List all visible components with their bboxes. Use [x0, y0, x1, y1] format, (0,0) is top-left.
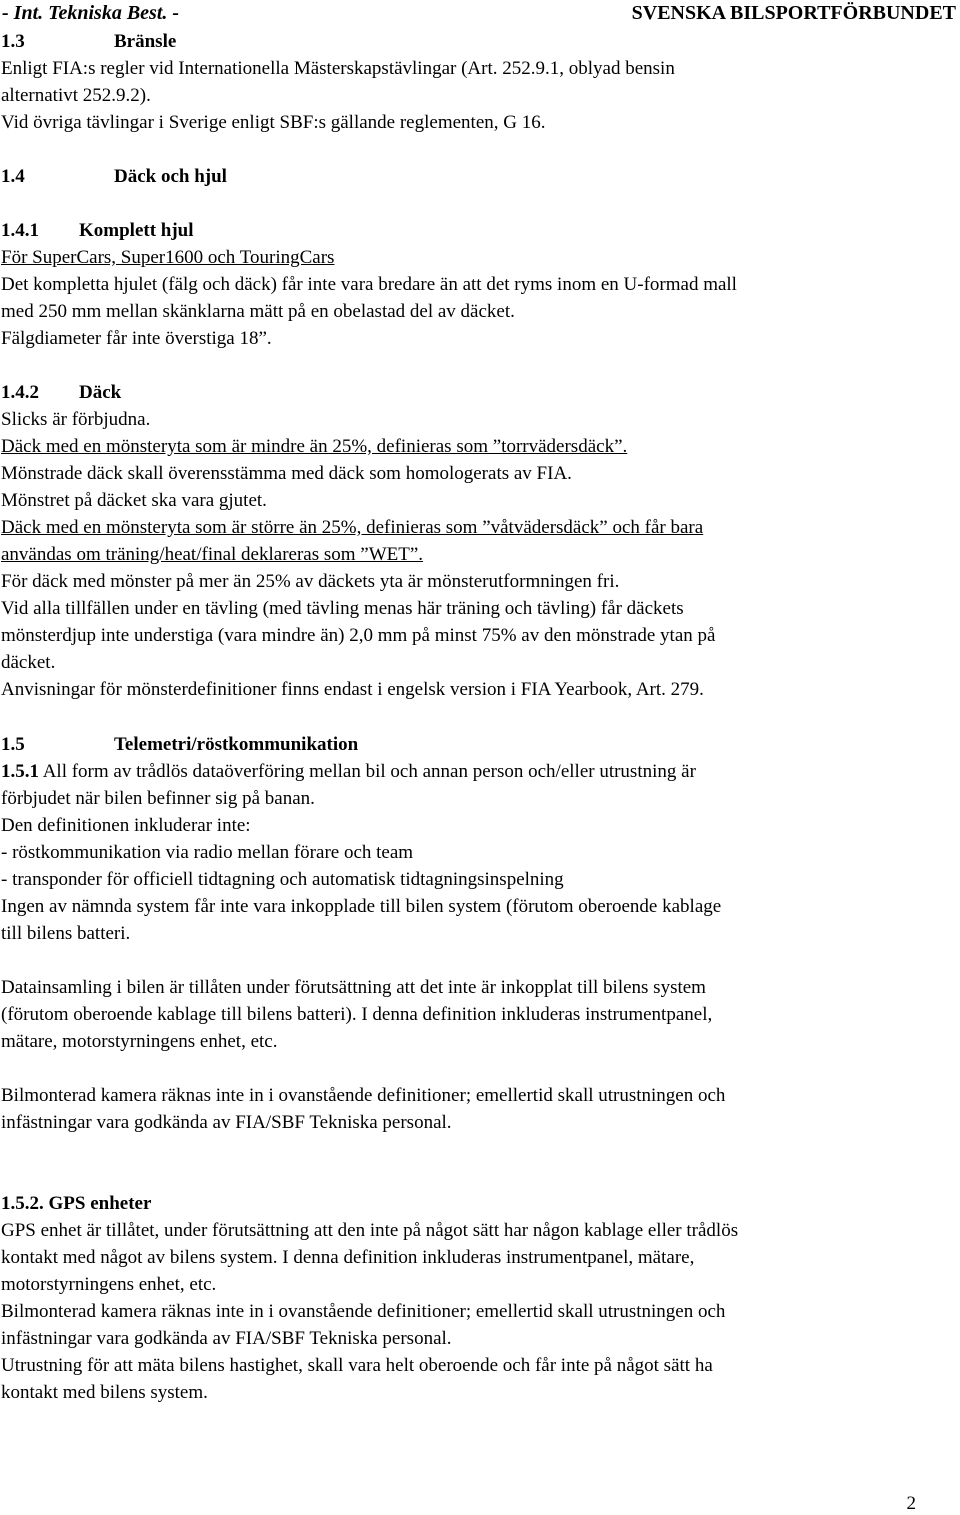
heading-number: 1.4: [1, 166, 25, 187]
paragraph-line: Den definitionen inkluderar inte:: [1, 815, 251, 836]
paragraph-line: GPS enhet är tillåtet, under förutsättning att den inte på något sätt har någon kablage eller trådlös: [1, 1220, 739, 1241]
paragraph-line: Utrustning för att mäta bilens hastighet, skall vara helt oberoende och får inte på något sätt ha: [1, 1355, 713, 1376]
paragraph-line: Ingen av nämnda system får inte vara inkopplade till bilen system (förutom oberoende kablage: [1, 896, 722, 917]
paragraph-line: Däck med en mönsteryta som är mindre än 25%, definieras som ”torrvädersdäck”.: [1, 436, 628, 457]
paragraph-line: till bilens batteri.: [1, 923, 131, 944]
page-header: [2, 2, 956, 28]
heading-title: Komplett hjul: [79, 220, 194, 241]
paragraph-line: Däck med en mönsteryta som är större än 25%, definieras som ”våtvädersdäck” och får bara: [1, 517, 704, 538]
paragraph-line: förbjudet när bilen befinner sig på banan.: [1, 788, 315, 809]
paragraph-line: (förutom oberoende kablage till bilens batteri). I denna definition inkluderas instrumentpanel,: [1, 1004, 713, 1025]
paragraph-line: Enligt FIA:s regler vid Internationella Mästerskapstävlingar (Art. 252.9.1, oblyad bensin: [1, 58, 675, 79]
heading-title: Däck: [79, 382, 122, 403]
paragraph-line: Bilmonterad kamera räknas inte in i ovanstående definitioner; emellertid skall utrustningen och: [1, 1085, 726, 1106]
paragraph-line: Vid alla tillfällen under en tävling (med tävling menas här träning och tävling) får däckets: [1, 598, 684, 619]
header-organization: SVENSKA BILSPORTFÖRBUNDET: [631, 2, 956, 24]
heading-title: Bränsle: [114, 31, 177, 52]
paragraph-line: Det kompletta hjulet (fälg och däck) får inte vara bredare än att det ryms inom en U-formad mall: [1, 274, 737, 295]
paragraph-line: Anvisningar för mönsterdefinitioner finns endast i engelsk version i FIA Yearbook, Art. 279.: [1, 679, 704, 700]
paragraph-line: motorstyrningens enhet, etc.: [1, 1274, 217, 1295]
paragraph-line: infästningar vara godkända av FIA/SBF Tekniska personal.: [1, 1112, 452, 1133]
heading-1-4-2: [1, 379, 121, 406]
paragraph-text: All form av trådlös dataöverföring mellan bil och annan person och/eller utrustning är: [42, 761, 696, 782]
heading-1-5-2: [1, 1190, 151, 1217]
heading-number: 1.4.1: [1, 220, 39, 241]
paragraph-line: kontakt med något av bilens system. I denna definition inkluderas instrumentpanel, mätare,: [1, 1247, 695, 1268]
paragraph-line: Bilmonterad kamera räknas inte in i ovanstående definitioner; emellertid skall utrustningen och: [1, 1301, 726, 1322]
heading-number: 1.4.2: [1, 382, 39, 403]
paragraph-line: mönsterdjup inte understiga (vara mindre än) 2,0 mm på minst 75% av den mönstrade ytan på: [1, 625, 716, 646]
paragraph-line: användas om träning/heat/final deklareras som ”WET”.: [1, 544, 424, 565]
paragraph-line: Datainsamling i bilen är tillåten under förutsättning att det inte är inkopplat till bilens system: [1, 977, 706, 998]
header-left-text: - Int. Tekniska Best. -: [2, 2, 180, 24]
heading-1-4-1: [1, 217, 194, 244]
paragraph-line: infästningar vara godkända av FIA/SBF Tekniska personal.: [1, 1328, 452, 1349]
page-number: 2: [906, 1493, 916, 1514]
heading-1-4: [1, 163, 227, 190]
paragraph-line: - röstkommunikation via radio mellan förare och team: [1, 842, 414, 863]
paragraph-line: För däck med mönster på mer än 25% av däckets yta är mönsterutformningen fri.: [1, 571, 620, 592]
heading-number: 1.5: [1, 734, 25, 755]
heading-title: Däck och hjul: [114, 166, 227, 187]
paragraph-line: - transponder för officiell tidtagning och automatisk tidtagningsinspelning: [1, 869, 564, 890]
paragraph-line: kontakt med bilens system.: [1, 1382, 208, 1403]
paragraph-line: mätare, motorstyrningens enhet, etc.: [1, 1031, 278, 1052]
heading-title: GPS enheter: [48, 1193, 152, 1214]
paragraph-line: Mönstret på däcket ska vara gjutet.: [1, 490, 267, 511]
paragraph-line: däcket.: [1, 652, 56, 673]
heading-number-1-5-1: 1.5.1: [1, 761, 39, 782]
paragraph-line: Slicks är förbjudna.: [1, 409, 151, 430]
paragraph-line: Fälgdiameter får inte överstiga 18”.: [1, 328, 272, 349]
paragraph-line: med 250 mm mellan skänklarna mätt på en obelastad del av däcket.: [1, 301, 515, 322]
heading-1-5: [1, 731, 358, 758]
paragraph-line: alternativt 252.9.2).: [1, 85, 151, 106]
heading-number: 1.3: [1, 31, 25, 52]
paragraph-line: Mönstrade däck skall överensstämma med däck som homologerats av FIA.: [1, 463, 572, 484]
heading-number: 1.5.2.: [1, 1193, 44, 1214]
paragraph-line: För SuperCars, Super1600 och TouringCars: [1, 247, 335, 268]
heading-1-3: [1, 28, 176, 55]
paragraph-line: Vid övriga tävlingar i Sverige enligt SBF:s gällande reglementen, G 16.: [1, 112, 546, 133]
paragraph-line: [1, 758, 696, 785]
heading-title: Telemetri/röstkommunikation: [114, 734, 359, 755]
